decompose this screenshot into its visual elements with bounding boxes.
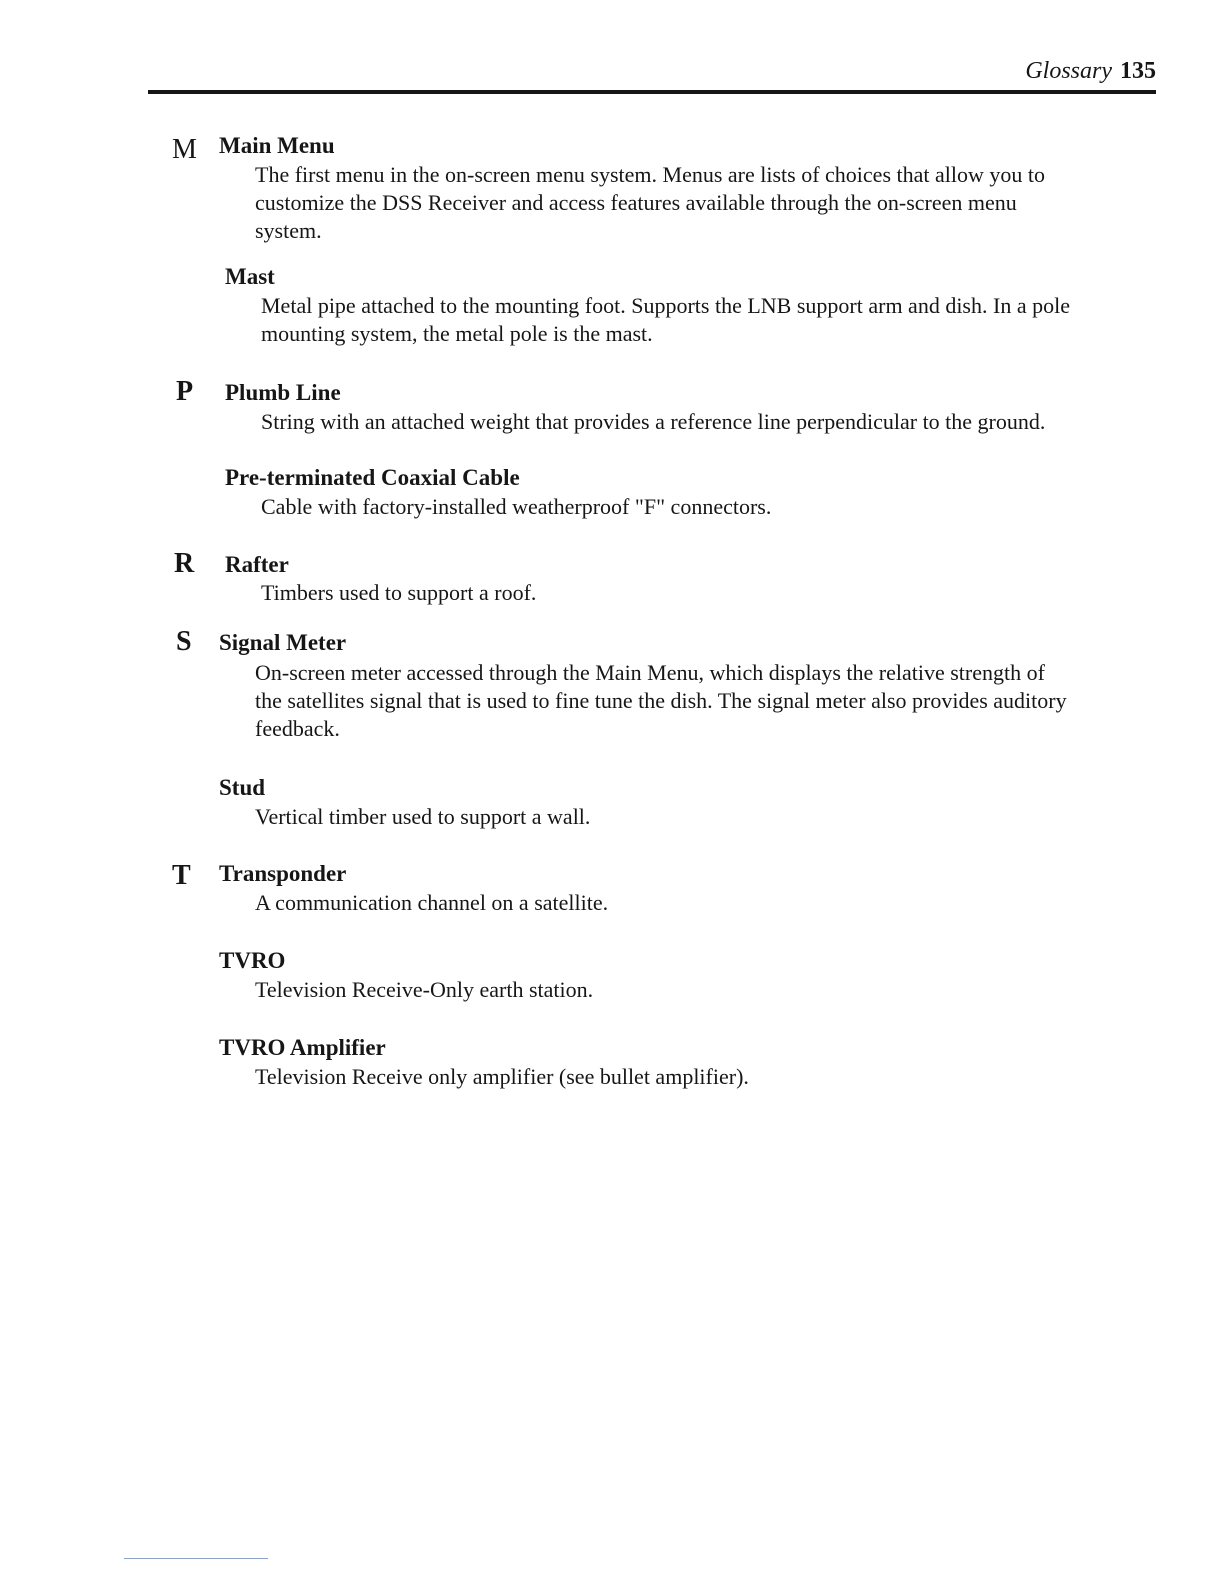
definition-transponder <box>255 889 608 917</box>
definition-line: Vertical timber used to support a wall. <box>255 804 591 829</box>
definition-line: Cable with factory-installed weatherproof "F" connectors. <box>261 494 772 519</box>
definition-pre-terminated-coaxial-cable <box>261 493 771 521</box>
term-transponder: Transponder <box>219 861 347 886</box>
definition-line: customize the DSS Receiver and access features available through the on-screen menu <box>255 190 1017 215</box>
definition-line: The first menu in the on-screen menu system. Menus are lists of choices that allow you to <box>255 162 1045 187</box>
definition-mast <box>261 292 1070 348</box>
definition-line: feedback. <box>255 716 340 741</box>
term-mast: Mast <box>225 264 275 289</box>
definition-line: On-screen meter accessed through the Main Menu, which displays the relative strength of <box>255 660 1045 685</box>
letter-heading-r: R <box>174 548 195 579</box>
page-number: 135 <box>1120 58 1156 84</box>
definition-main-menu <box>255 161 1045 245</box>
definition-tvro-amplifier <box>255 1063 749 1091</box>
definition-signal-meter <box>255 659 1067 743</box>
term-signal-meter: Signal Meter <box>219 630 347 655</box>
definition-line: the satellites signal that is used to fine tune the dish. The signal meter also provides auditory <box>255 688 1067 713</box>
page-header <box>1025 58 1156 85</box>
term-tvro-amplifier: TVRO Amplifier <box>219 1035 386 1060</box>
term-tvro: TVRO <box>219 948 286 973</box>
definition-line: A communication channel on a satellite. <box>255 890 609 915</box>
definition-line: Timbers used to support a roof. <box>261 580 537 605</box>
letter-heading-t: T <box>172 860 191 891</box>
term-pre-terminated-coaxial-cable: Pre-terminated Coaxial Cable <box>225 465 520 490</box>
definition-rafter <box>261 579 536 607</box>
definition-line: system. <box>255 218 322 243</box>
section-label: Glossary <box>1025 58 1112 84</box>
definition-line: mounting system, the metal pole is the mast. <box>261 321 653 346</box>
definition-stud <box>255 803 590 831</box>
term-rafter: Rafter <box>225 552 289 577</box>
term-plumb-line: Plumb Line <box>225 380 341 405</box>
term-stud: Stud <box>219 775 266 800</box>
footer-rule <box>124 1558 268 1559</box>
term-main-menu: Main Menu <box>219 133 335 158</box>
definition-line: String with an attached weight that provides a reference line perpendicular to the ground. <box>261 409 1046 434</box>
letter-heading-p: P <box>176 376 194 407</box>
definition-line: Television Receive only amplifier (see bullet amplifier). <box>255 1064 749 1089</box>
definition-line: Metal pipe attached to the mounting foot. Supports the LNB support arm and dish. In a pole <box>261 293 1070 318</box>
definition-plumb-line <box>261 408 1045 436</box>
letter-heading-s: S <box>176 626 192 657</box>
letter-heading-m: M <box>172 134 197 165</box>
definition-line: Television Receive-Only earth station. <box>255 977 594 1002</box>
definition-tvro <box>255 976 593 1004</box>
header-rule <box>148 90 1156 94</box>
